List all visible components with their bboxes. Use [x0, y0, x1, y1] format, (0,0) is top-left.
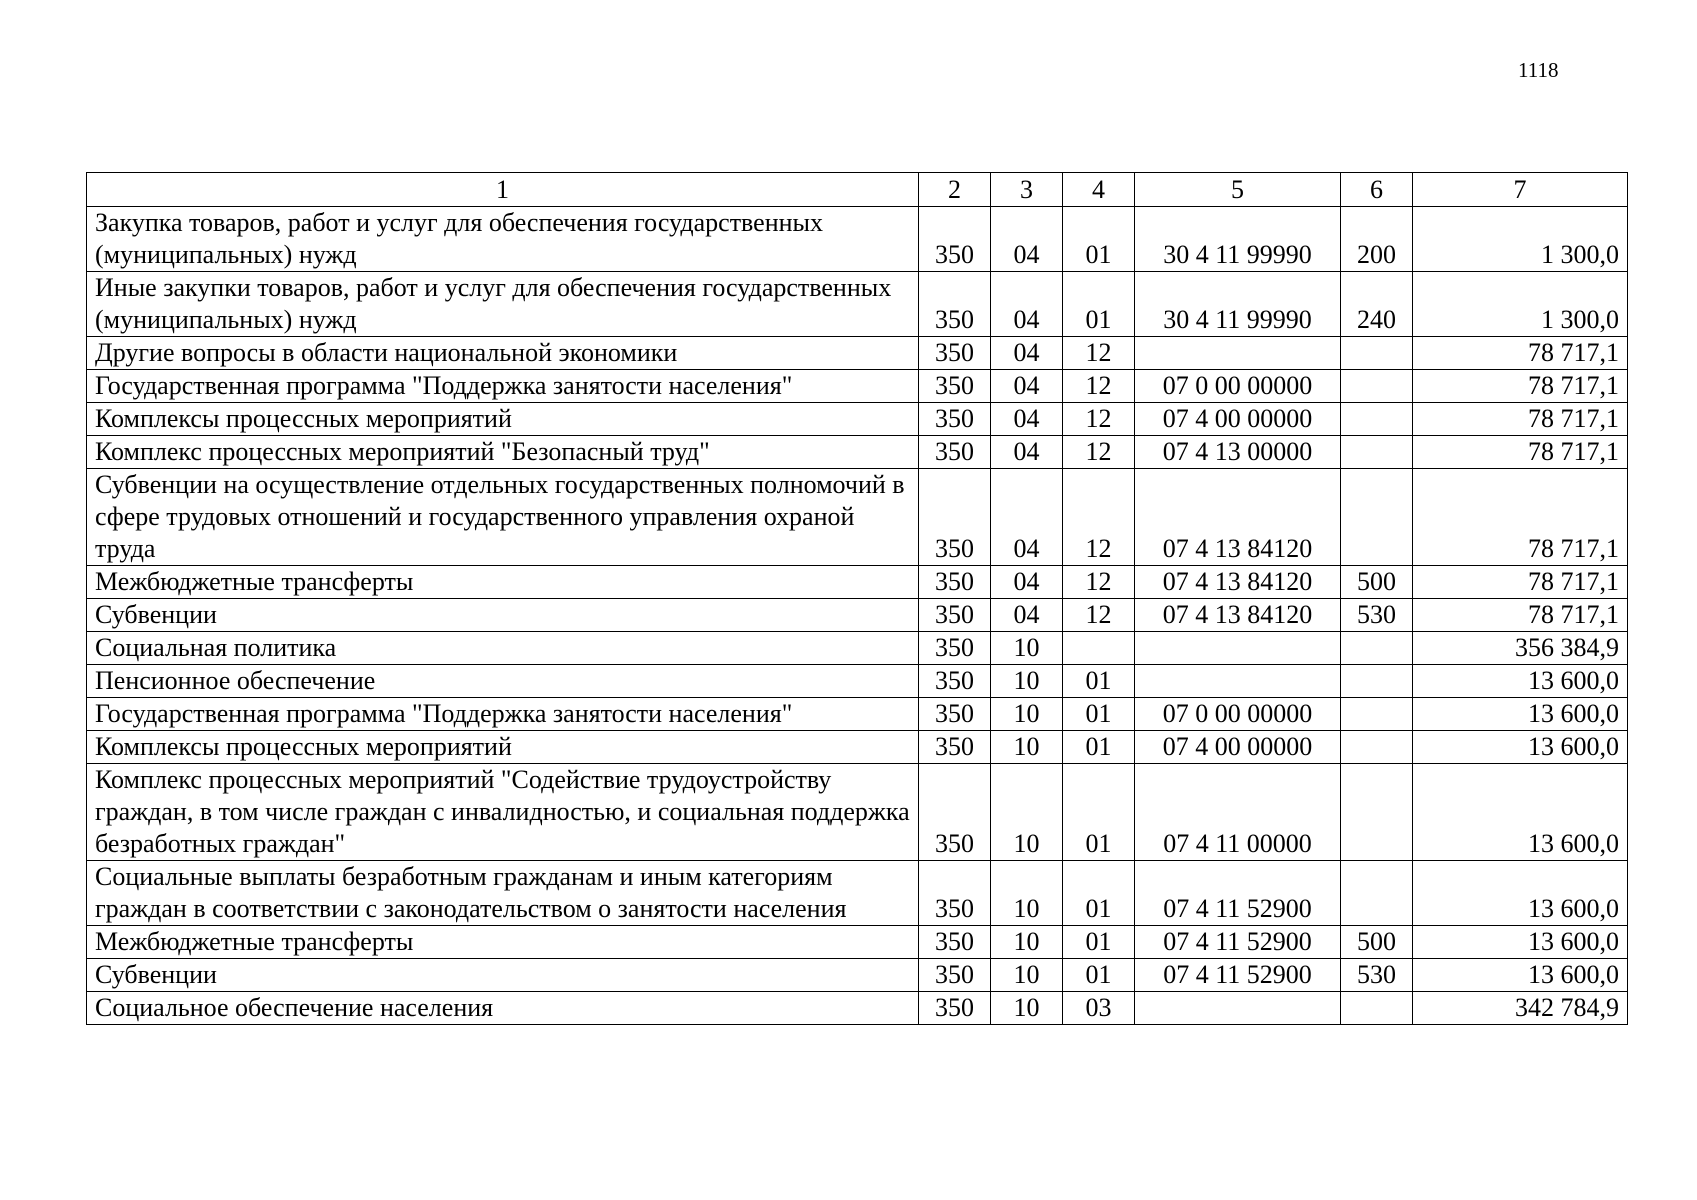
- chapter-code-cell: 350: [919, 731, 991, 764]
- target-article-cell: 07 0 00 00000: [1135, 370, 1341, 403]
- section-code-cell: 10: [991, 926, 1063, 959]
- amount-cell: 13 600,0: [1413, 731, 1628, 764]
- table-row: [87, 403, 1628, 436]
- target-article-cell: [1135, 632, 1341, 665]
- table-row: [87, 566, 1628, 599]
- row-name-cell: Комплексы процессных мероприятий: [87, 403, 919, 436]
- expense-type-cell: [1341, 469, 1413, 566]
- table-row: [87, 861, 1628, 926]
- amount-cell: 356 384,9: [1413, 632, 1628, 665]
- table-row: [87, 272, 1628, 337]
- subsection-code-cell: 01: [1063, 731, 1135, 764]
- expense-type-cell: [1341, 698, 1413, 731]
- table-row: [87, 731, 1628, 764]
- subsection-code-cell: 12: [1063, 403, 1135, 436]
- table-row: [87, 665, 1628, 698]
- chapter-code-cell: 350: [919, 764, 991, 861]
- section-code-cell: 10: [991, 665, 1063, 698]
- table-row: [87, 632, 1628, 665]
- subsection-code-cell: 01: [1063, 698, 1135, 731]
- expense-type-cell: [1341, 992, 1413, 1025]
- expense-type-cell: [1341, 731, 1413, 764]
- row-name-cell: Комплекс процессных мероприятий "Безопасный труд": [87, 436, 919, 469]
- section-code-cell: 10: [991, 959, 1063, 992]
- subsection-code-cell: 01: [1063, 764, 1135, 861]
- section-code-cell: 04: [991, 370, 1063, 403]
- amount-cell: 78 717,1: [1413, 370, 1628, 403]
- target-article-cell: 07 4 11 52900: [1135, 926, 1341, 959]
- expense-type-cell: [1341, 764, 1413, 861]
- chapter-code-cell: 350: [919, 599, 991, 632]
- section-code-cell: 10: [991, 992, 1063, 1025]
- expense-type-cell: 500: [1341, 926, 1413, 959]
- subsection-code-cell: 01: [1063, 959, 1135, 992]
- chapter-code-cell: 350: [919, 469, 991, 566]
- chapter-code-cell: 350: [919, 272, 991, 337]
- section-code-cell: 10: [991, 861, 1063, 926]
- section-code-cell: 10: [991, 632, 1063, 665]
- expense-type-cell: 240: [1341, 272, 1413, 337]
- section-code-cell: 04: [991, 337, 1063, 370]
- chapter-code-cell: 350: [919, 992, 991, 1025]
- table-row: [87, 698, 1628, 731]
- target-article-cell: 07 4 13 84120: [1135, 599, 1341, 632]
- expense-type-cell: 530: [1341, 959, 1413, 992]
- column-header-5: 5: [1135, 173, 1341, 207]
- amount-cell: 1 300,0: [1413, 272, 1628, 337]
- subsection-code-cell: 12: [1063, 566, 1135, 599]
- target-article-cell: 07 4 00 00000: [1135, 731, 1341, 764]
- subsection-code-cell: [1063, 632, 1135, 665]
- expense-type-cell: [1341, 370, 1413, 403]
- section-code-cell: 04: [991, 207, 1063, 272]
- table-row: [87, 764, 1628, 861]
- chapter-code-cell: 350: [919, 337, 991, 370]
- target-article-cell: 30 4 11 99990: [1135, 207, 1341, 272]
- expense-type-cell: [1341, 403, 1413, 436]
- expense-type-cell: [1341, 861, 1413, 926]
- expense-type-cell: [1341, 632, 1413, 665]
- section-code-cell: 04: [991, 272, 1063, 337]
- target-article-cell: 07 4 11 00000: [1135, 764, 1341, 861]
- column-header-2: 2: [919, 173, 991, 207]
- table-row: [87, 469, 1628, 566]
- table-row: [87, 926, 1628, 959]
- row-name-cell: Другие вопросы в области национальной экономики: [87, 337, 919, 370]
- amount-cell: 78 717,1: [1413, 337, 1628, 370]
- chapter-code-cell: 350: [919, 665, 991, 698]
- table-row: [87, 599, 1628, 632]
- row-name-cell: Пенсионное обеспечение: [87, 665, 919, 698]
- amount-cell: 78 717,1: [1413, 436, 1628, 469]
- amount-cell: 78 717,1: [1413, 469, 1628, 566]
- column-header-3: 3: [991, 173, 1063, 207]
- table-header-row: [87, 173, 1628, 207]
- chapter-code-cell: 350: [919, 436, 991, 469]
- amount-cell: 13 600,0: [1413, 959, 1628, 992]
- chapter-code-cell: 350: [919, 698, 991, 731]
- expense-type-cell: [1341, 665, 1413, 698]
- subsection-code-cell: 01: [1063, 861, 1135, 926]
- table-row: [87, 370, 1628, 403]
- table-row: [87, 959, 1628, 992]
- row-name-cell: Межбюджетные трансферты: [87, 926, 919, 959]
- subsection-code-cell: 01: [1063, 665, 1135, 698]
- row-name-cell: Субвенции: [87, 599, 919, 632]
- subsection-code-cell: 03: [1063, 992, 1135, 1025]
- section-code-cell: 10: [991, 764, 1063, 861]
- amount-cell: 78 717,1: [1413, 599, 1628, 632]
- row-name-cell: Социальная политика: [87, 632, 919, 665]
- subsection-code-cell: 12: [1063, 436, 1135, 469]
- column-header-7: 7: [1413, 173, 1628, 207]
- section-code-cell: 04: [991, 403, 1063, 436]
- subsection-code-cell: 01: [1063, 207, 1135, 272]
- amount-cell: 13 600,0: [1413, 698, 1628, 731]
- expense-type-cell: 500: [1341, 566, 1413, 599]
- subsection-code-cell: 01: [1063, 926, 1135, 959]
- amount-cell: 78 717,1: [1413, 566, 1628, 599]
- chapter-code-cell: 350: [919, 861, 991, 926]
- target-article-cell: 07 4 11 52900: [1135, 959, 1341, 992]
- amount-cell: 342 784,9: [1413, 992, 1628, 1025]
- row-name-cell: Комплекс процессных мероприятий "Содействие трудоустройству граждан, в том числе граждан с инвалидностью, и социальная поддержка безработных граждан": [87, 764, 919, 861]
- subsection-code-cell: 12: [1063, 599, 1135, 632]
- section-code-cell: 04: [991, 436, 1063, 469]
- table-row: [87, 207, 1628, 272]
- column-header-4: 4: [1063, 173, 1135, 207]
- amount-cell: 13 600,0: [1413, 665, 1628, 698]
- subsection-code-cell: 12: [1063, 370, 1135, 403]
- table-row: [87, 337, 1628, 370]
- target-article-cell: 07 4 13 84120: [1135, 469, 1341, 566]
- target-article-cell: 07 4 13 84120: [1135, 566, 1341, 599]
- section-code-cell: 04: [991, 469, 1063, 566]
- row-name-cell: Закупка товаров, работ и услуг для обеспечения государственных (муниципальных) нужд: [87, 207, 919, 272]
- section-code-cell: 04: [991, 566, 1063, 599]
- amount-cell: 78 717,1: [1413, 403, 1628, 436]
- section-code-cell: 10: [991, 731, 1063, 764]
- row-name-cell: Субвенции на осуществление отдельных государственных полномочий в сфере трудовых отношений и государственного управления охраной труда: [87, 469, 919, 566]
- chapter-code-cell: 350: [919, 959, 991, 992]
- row-name-cell: Государственная программа "Поддержка занятости населения": [87, 370, 919, 403]
- row-name-cell: Межбюджетные трансферты: [87, 566, 919, 599]
- chapter-code-cell: 350: [919, 370, 991, 403]
- target-article-cell: 07 4 13 00000: [1135, 436, 1341, 469]
- amount-cell: 13 600,0: [1413, 861, 1628, 926]
- target-article-cell: [1135, 337, 1341, 370]
- amount-cell: 13 600,0: [1413, 926, 1628, 959]
- section-code-cell: 10: [991, 698, 1063, 731]
- expense-type-cell: 200: [1341, 207, 1413, 272]
- row-name-cell: Государственная программа "Поддержка занятости населения": [87, 698, 919, 731]
- table-row: [87, 992, 1628, 1025]
- subsection-code-cell: 01: [1063, 272, 1135, 337]
- row-name-cell: Иные закупки товаров, работ и услуг для обеспечения государственных (муниципальных) нужд: [87, 272, 919, 337]
- chapter-code-cell: 350: [919, 566, 991, 599]
- amount-cell: 13 600,0: [1413, 764, 1628, 861]
- target-article-cell: [1135, 665, 1341, 698]
- page-number: 1118: [1518, 58, 1559, 82]
- row-name-cell: Комплексы процессных мероприятий: [87, 731, 919, 764]
- row-name-cell: Субвенции: [87, 959, 919, 992]
- expense-type-cell: [1341, 436, 1413, 469]
- chapter-code-cell: 350: [919, 926, 991, 959]
- amount-cell: 1 300,0: [1413, 207, 1628, 272]
- chapter-code-cell: 350: [919, 403, 991, 436]
- target-article-cell: 30 4 11 99990: [1135, 272, 1341, 337]
- column-header-1: 1: [87, 173, 919, 207]
- expense-type-cell: 530: [1341, 599, 1413, 632]
- target-article-cell: 07 0 00 00000: [1135, 698, 1341, 731]
- section-code-cell: 04: [991, 599, 1063, 632]
- row-name-cell: Социальные выплаты безработным гражданам и иным категориям граждан в соответствии с законодательством о занятости населения: [87, 861, 919, 926]
- target-article-cell: [1135, 992, 1341, 1025]
- chapter-code-cell: 350: [919, 207, 991, 272]
- subsection-code-cell: 12: [1063, 469, 1135, 566]
- target-article-cell: 07 4 11 52900: [1135, 861, 1341, 926]
- chapter-code-cell: 350: [919, 632, 991, 665]
- subsection-code-cell: 12: [1063, 337, 1135, 370]
- column-header-6: 6: [1341, 173, 1413, 207]
- target-article-cell: 07 4 00 00000: [1135, 403, 1341, 436]
- table-row: [87, 436, 1628, 469]
- budget-table: [86, 172, 1628, 1025]
- expense-type-cell: [1341, 337, 1413, 370]
- row-name-cell: Социальное обеспечение населения: [87, 992, 919, 1025]
